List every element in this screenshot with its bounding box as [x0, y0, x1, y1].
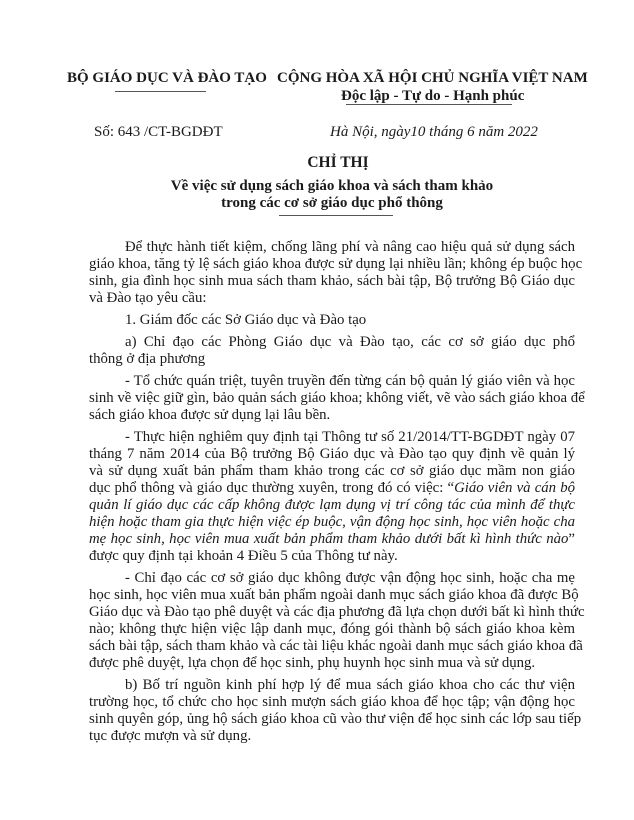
national-motto: Độc lập - Tự do - Hạnh phúc: [341, 88, 525, 104]
document-number: Số: 643 /CT-BGDĐT: [94, 124, 223, 140]
text-segment: và sử dụng xuất bản phẩm tham khảo trong các cơ sở giáo dục mầm non giáo: [89, 463, 575, 479]
motto-underline: [346, 104, 512, 105]
text-line: sinh quyên góp, ủng hộ sách giáo khoa cũ vào thư viện để học sinh các lớp sau tiếp: [89, 711, 582, 727]
text-line: học sinh, học viên mua xuất bản phẩm ngoài danh mục sách giáo khoa đã được Bộ: [89, 587, 579, 603]
text-line: tục được mượn và sử dụng.: [89, 728, 252, 744]
text-line: 1. Giám đốc các Sở Giáo dục và Đào tạo: [125, 312, 367, 328]
text-line: sinh, gia đình học sinh mua sách tham khảo, sách bài tập, Bộ trưởng Bộ Giáo dục: [89, 273, 575, 289]
country-name: CỘNG HÒA XÃ HỘI CHỦ NGHĨA VIỆT NAM: [277, 70, 588, 86]
text-line: [89, 531, 575, 548]
text-segment: dục phổ thông và giáo dục thường xuyên, trong đó có việc: “: [89, 480, 455, 496]
paragraph: [89, 334, 575, 368]
text-segment: được quy định tại khoản 4 Điều 5 của Thông tư này.: [89, 548, 398, 564]
text-segment: tháng 7 năm 2014 của Bộ trưởng Bộ Giáo dục và Đào tạo quy định về quản lý: [89, 446, 575, 462]
paragraph: [89, 239, 583, 307]
text-line: [89, 548, 575, 565]
text-line: thông ở địa phương: [89, 351, 206, 367]
place-and-date: Hà Nội, ngày10 tháng 6 năm 2022: [330, 124, 538, 140]
text-line: Để thực hành tiết kiệm, chống lãng phí và nâng cao hiệu quả sử dụng sách: [125, 239, 575, 255]
text-line: a) Chỉ đạo các Phòng Giáo dục và Đào tạo, các cơ sở giáo dục phổ: [125, 334, 575, 350]
text-segment: - Thực hiện nghiêm quy định tại Thông tư số 21/2014/TT-BGDĐT ngày 07: [125, 429, 575, 445]
paragraph: [89, 677, 582, 745]
text-line: sách bài tập, sách tham khảo và các tài liệu khác ngoài danh mục sách giáo khoa đã: [89, 638, 583, 654]
paragraph: [89, 570, 585, 672]
text-line: [89, 514, 575, 531]
quoted-text: mẹ học sinh, học viên mua xuất bản phẩm tham khảo dưới bất kì hình thức nào: [89, 531, 569, 547]
text-line: [89, 497, 575, 514]
text-line: - Chỉ đạo các cơ sở giáo dục không được vận động học sinh, hoặc cha mẹ: [125, 570, 575, 586]
document-type: CHỈ THỊ: [307, 154, 369, 171]
text-line: được phê duyệt, lựa chọn để học sinh, phụ huynh học sinh mua và sử dụng.: [89, 655, 536, 671]
title-underline: [279, 215, 393, 216]
document-body: [89, 239, 585, 745]
text-line: [89, 480, 575, 497]
quoted-text: hiện hoặc tham gia thực hiện việc ép buộc, vận động học sinh, học viên hoặc cha: [89, 514, 575, 530]
paragraph: [89, 312, 575, 329]
paragraph: [89, 373, 585, 424]
paragraph: [89, 429, 575, 565]
text-line: - Tổ chức quán triệt, tuyên truyền đến từng cán bộ quản lý giáo viên và học: [125, 373, 575, 389]
text-line: Giáo dục và Đào tạo phê duyệt và các địa phương đã lựa chọn dưới bất kì hình thức: [89, 604, 585, 620]
text-line: giáo khoa, tăng tỷ lệ sách giáo khoa được sử dụng lại nhiều lần; không ép buộc học: [89, 256, 583, 272]
text-line: sinh về việc giữ gìn, bảo quản sách giáo khoa; không viết, vẽ vào sách giáo khoa để: [89, 390, 585, 406]
quoted-text: Giáo viên và cán bộ: [454, 480, 575, 496]
text-segment: ”: [568, 531, 575, 547]
subject-line-1: Về việc sử dụng sách giáo khoa và sách tham khảo: [170, 178, 494, 194]
quoted-text: quản lí giáo dục các cấp không được lạm dụng vị trí công tác của mình để thực: [89, 497, 575, 513]
text-line: [89, 446, 575, 463]
text-line: và Đào tạo yêu cầu:: [89, 290, 207, 306]
text-line: sách giáo khoa được sử dụng lại lâu bền.: [89, 407, 331, 423]
text-line: b) Bố trí nguồn kinh phí hợp lý để mua sách giáo khoa cho các thư viện: [125, 677, 575, 693]
text-line: trường học, tổ chức cho học sinh mượn sách giáo khoa để học tập; vận động học: [89, 694, 575, 710]
ministry-name: BỘ GIÁO DỤC VÀ ĐÀO TẠO: [67, 70, 267, 86]
text-line: [89, 463, 575, 480]
ministry-underline: [115, 91, 206, 92]
text-line: [89, 429, 575, 446]
subject-line-2: trong các cơ sở giáo dục phổ thông: [221, 195, 443, 211]
text-line: nào; không thực hiện việc lập danh mục, đóng gói thành bộ sách giáo khoa kèm: [89, 621, 575, 637]
